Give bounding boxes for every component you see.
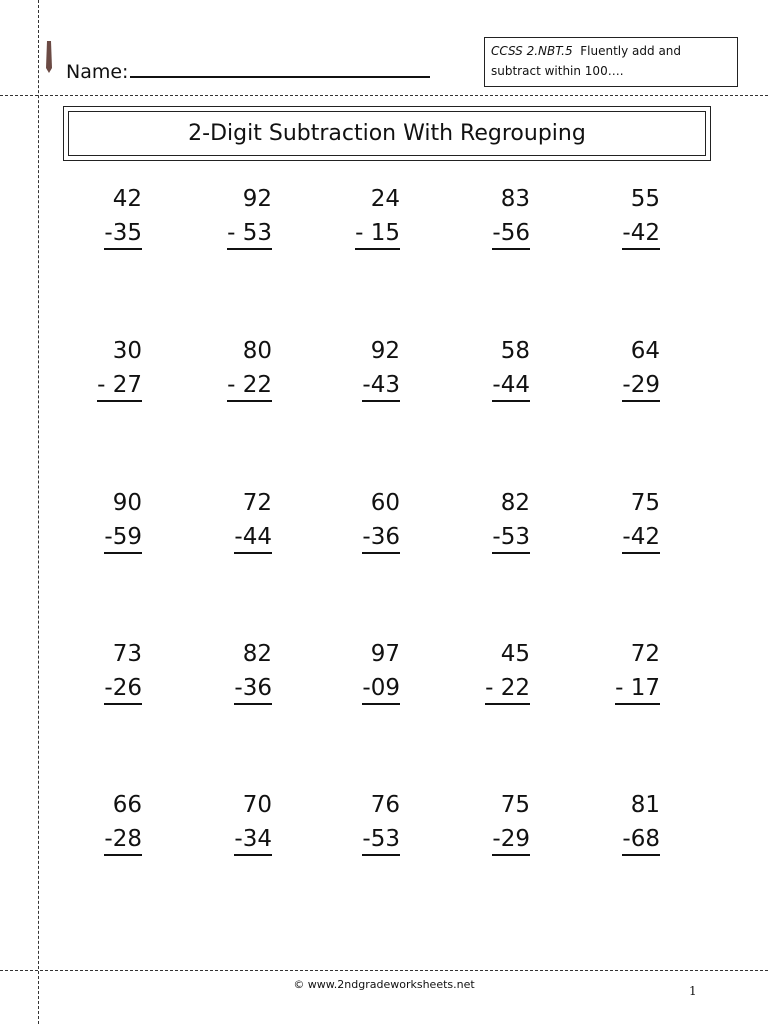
problem-4-2 — [182, 637, 272, 705]
name-label: Name: — [66, 61, 129, 83]
minuend: 70 — [242, 792, 272, 818]
minuend: 64 — [630, 338, 660, 364]
subtrahend: -29 — [492, 824, 530, 856]
subtrahend: -34 — [234, 824, 272, 856]
minuend: 83 — [500, 186, 530, 212]
standard-text-line-1: Fluently add and — [580, 44, 682, 58]
problem-3-4 — [440, 486, 530, 554]
minuend: 72 — [630, 641, 660, 667]
problem-2-4 — [440, 334, 530, 402]
minuend: 92 — [370, 338, 400, 364]
minuend: 76 — [370, 792, 400, 818]
problem-3-2 — [182, 486, 272, 554]
problem-1-2 — [182, 182, 272, 250]
problem-2-2 — [182, 334, 272, 402]
problem-1-3 — [310, 182, 400, 250]
minuend: 75 — [500, 792, 530, 818]
problem-2-5 — [570, 334, 660, 402]
subtrahend: -28 — [104, 824, 142, 856]
minuend: 75 — [630, 490, 660, 516]
problem-1-5 — [570, 182, 660, 250]
minuend: 60 — [370, 490, 400, 516]
problem-5-1 — [52, 788, 142, 856]
subtrahend: -26 — [104, 673, 142, 705]
minuend: 82 — [500, 490, 530, 516]
minuend: 81 — [630, 792, 660, 818]
problem-4-5 — [570, 637, 660, 705]
subtrahend: - 15 — [355, 218, 400, 250]
problem-4-4 — [440, 637, 530, 705]
minuend: 55 — [630, 186, 660, 212]
problem-2-1 — [52, 334, 142, 402]
minuend: 92 — [242, 186, 272, 212]
problem-5-3 — [310, 788, 400, 856]
minuend: 80 — [242, 338, 272, 364]
minuend: 58 — [500, 338, 530, 364]
subtrahend: - 27 — [97, 370, 142, 402]
subtrahend: -53 — [362, 824, 400, 856]
subtrahend: - 22 — [485, 673, 530, 705]
minuend: 30 — [112, 338, 142, 364]
subtrahend: - 53 — [227, 218, 272, 250]
problem-2-3 — [310, 334, 400, 402]
problem-1-1 — [52, 182, 142, 250]
footer-website: © www.2ndgradeworksheets.net — [293, 978, 475, 991]
subtrahend: -59 — [104, 522, 142, 554]
subtrahend: -42 — [622, 218, 660, 250]
problem-3-1 — [52, 486, 142, 554]
subtrahend: -53 — [492, 522, 530, 554]
subtrahend: -56 — [492, 218, 530, 250]
subtrahend: -44 — [234, 522, 272, 554]
minuend: 66 — [112, 792, 142, 818]
standard-code: CCSS 2.NBT.5 — [491, 44, 573, 58]
subtrahend: -36 — [362, 522, 400, 554]
page-title: 2-Digit Subtraction With Regrouping — [68, 111, 706, 156]
subtrahend: -43 — [362, 370, 400, 402]
subtrahend: -29 — [622, 370, 660, 402]
subtrahend: - 17 — [615, 673, 660, 705]
minuend: 82 — [242, 641, 272, 667]
minuend: 72 — [242, 490, 272, 516]
minuend: 90 — [112, 490, 142, 516]
minuend: 24 — [370, 186, 400, 212]
minuend: 45 — [500, 641, 530, 667]
subtrahend: -36 — [234, 673, 272, 705]
problem-1-4 — [440, 182, 530, 250]
subtrahend: -68 — [622, 824, 660, 856]
standard-text-line-2: subtract within 100…. — [491, 64, 624, 78]
problem-4-1 — [52, 637, 142, 705]
minuend: 97 — [370, 641, 400, 667]
problem-5-5 — [570, 788, 660, 856]
problem-5-2 — [182, 788, 272, 856]
problem-3-5 — [570, 486, 660, 554]
subtrahend: -42 — [622, 522, 660, 554]
minuend: 42 — [112, 186, 142, 212]
problem-3-3 — [310, 486, 400, 554]
minuend: 73 — [112, 641, 142, 667]
subtrahend: -44 — [492, 370, 530, 402]
subtrahend: -35 — [104, 218, 142, 250]
subtrahend: - 22 — [227, 370, 272, 402]
subtrahend: -09 — [362, 673, 400, 705]
page-number: 1 — [689, 984, 697, 998]
problem-5-4 — [440, 788, 530, 856]
problem-4-3 — [310, 637, 400, 705]
